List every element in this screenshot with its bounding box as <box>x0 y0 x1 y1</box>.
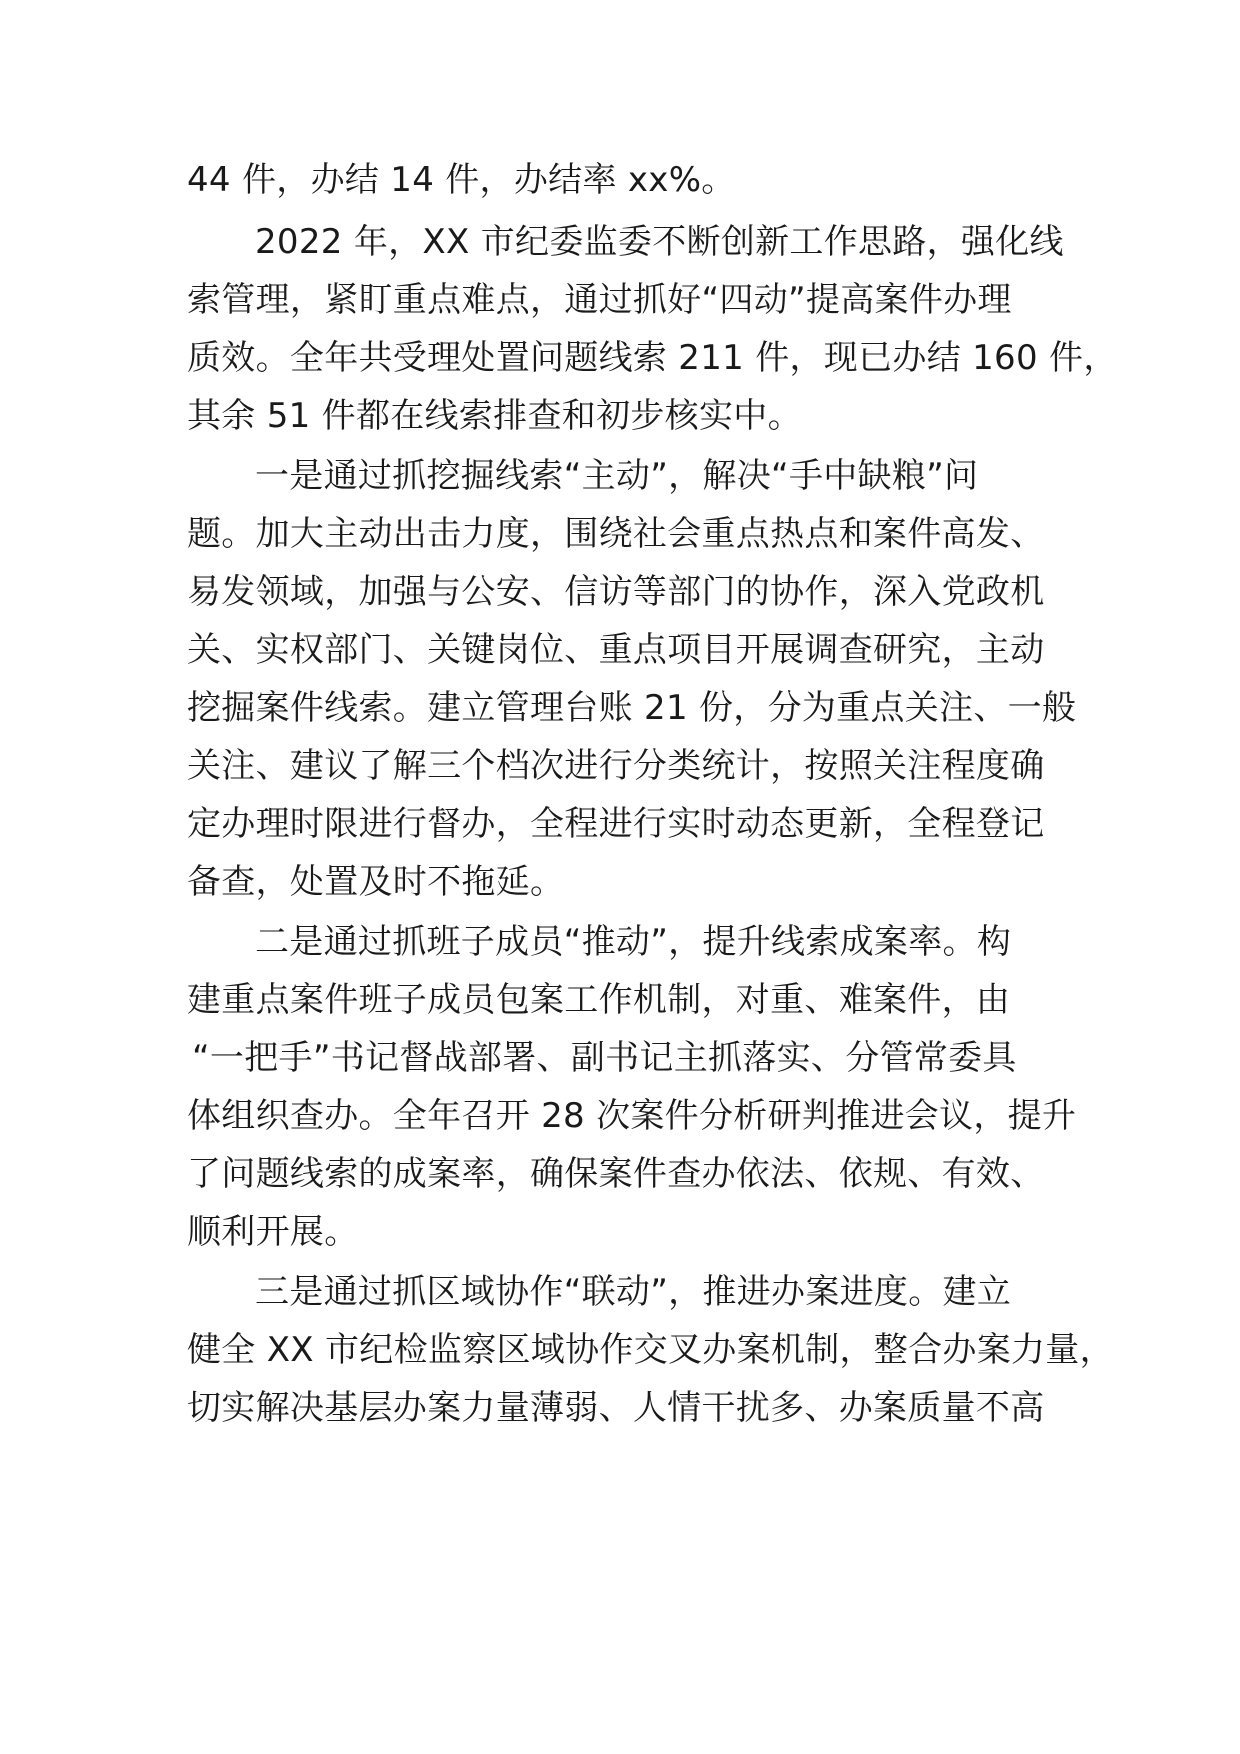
text-line: 质效。全年共受理处置问题线索 211 件，现已办结 160 件， <box>187 338 1118 378</box>
text-line: 了问题线索的成案率，确保案件查办依法、依规、有效、 <box>187 1154 1045 1194</box>
text-line: 题。加大主动出击力度，围绕社会重点热点和案件高发、 <box>187 514 1045 554</box>
text-line: 索管理，紧盯重点难点，通过抓好“四动”提高案件办理 <box>187 280 1012 320</box>
text-line: 顺利开展。 <box>187 1212 359 1252</box>
text-line: 切实解决基层办案力量薄弱、人情干扰多、办案质量不高 <box>187 1388 1045 1428</box>
text-line: 二是通过抓班子成员“推动”，提升线索成案率。构 <box>255 922 1012 962</box>
text-line: 建重点案件班子成员包案工作机制，对重、难案件，由 <box>187 980 1011 1020</box>
text-line: 一是通过抓挖掘线索“主动”，解决“手中缺粮”问 <box>255 456 979 496</box>
text-line: 健全 XX 市纪检监察区域协作交叉办案机制，整合办案力量， <box>187 1330 1114 1370</box>
text-line: 挖掘案件线索。建立管理台账 21 份，分为重点关注、一般 <box>187 688 1077 728</box>
text-line: 44 件，办结 14 件，办结率 xx%。 <box>187 160 736 200</box>
text-line: “一把手”书记督战部署、副书记主抓落实、分管常委具 <box>192 1038 1017 1078</box>
text-line: 关注、建议了解三个档次进行分类统计，按照关注程度确 <box>187 746 1045 786</box>
text-line: 其余 51 件都在线索排查和初步核实中。 <box>187 396 802 436</box>
text-line: 三是通过抓区域协作“联动”，推进办案进度。建立 <box>255 1272 1012 1312</box>
text-line: 备查，处置及时不拖延。 <box>187 862 565 902</box>
text-line: 关、实权部门、关键岗位、重点项目开展调查研究，主动 <box>187 630 1045 670</box>
text-line: 2022 年，XX 市纪委监委不断创新工作思路，强化线 <box>255 222 1064 262</box>
text-line: 定办理时限进行督办，全程进行实时动态更新，全程登记 <box>187 804 1045 844</box>
text-line: 体组织查办。全年召开 28 次案件分析研判推进会议，提升 <box>187 1096 1077 1136</box>
text-line: 易发领域，加强与公安、信访等部门的协作，深入党政机 <box>187 572 1045 612</box>
